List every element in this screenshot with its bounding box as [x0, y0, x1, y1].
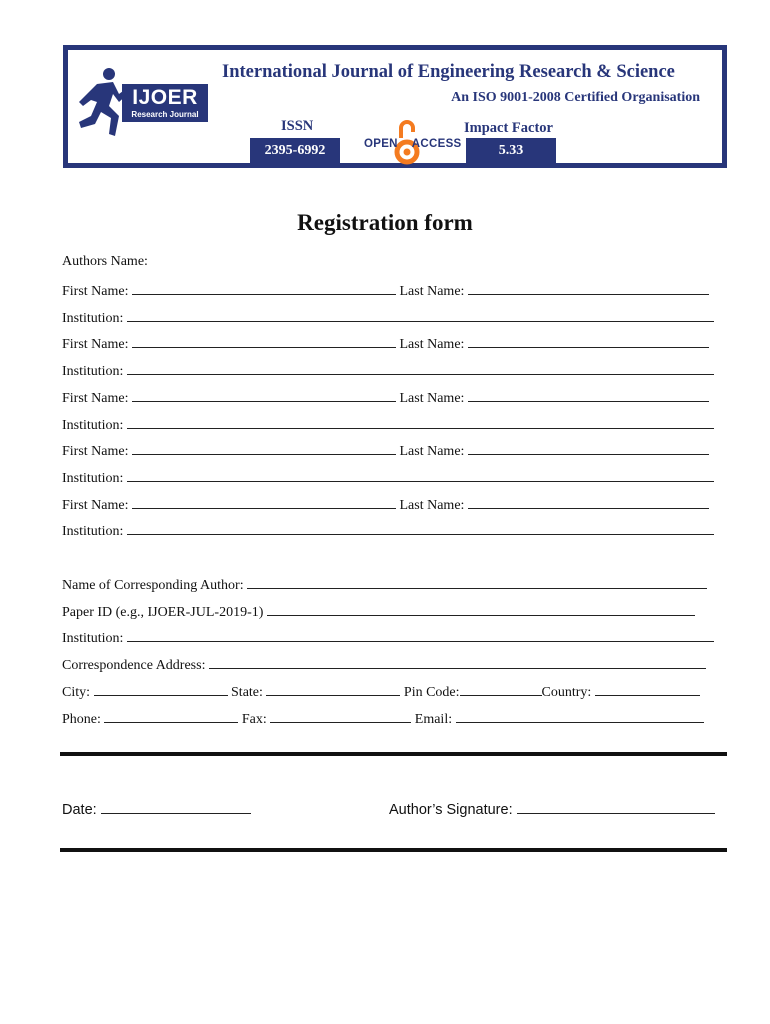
issn-value: 2395-6992	[250, 138, 340, 164]
journal-banner	[63, 45, 727, 168]
signature-label: Author’s Signature:	[389, 802, 513, 818]
author-2-name-row	[62, 334, 709, 353]
state-label: State:	[231, 685, 263, 700]
impact-factor-value: 5.33	[466, 138, 556, 164]
phone-fax-email-row	[62, 709, 704, 728]
paper-id-label: Paper ID (e.g., IJOER-JUL-2019-1)	[62, 605, 264, 620]
first-name-label: First Name:	[62, 284, 129, 299]
phone-field[interactable]	[104, 709, 238, 723]
correspondence-address-field[interactable]	[209, 655, 706, 669]
last-name-label: Last Name:	[399, 284, 465, 299]
paper-id-field[interactable]	[267, 602, 695, 616]
fax-label: Fax:	[241, 712, 267, 727]
corresponding-author-row	[62, 575, 707, 594]
impact-factor-label: Impact Factor	[464, 120, 553, 136]
last-name-label: Last Name:	[399, 337, 465, 352]
correspondence-address-label: Correspondence Address:	[62, 658, 206, 673]
signature-row	[389, 800, 715, 818]
author-3-last-name-field[interactable]	[468, 388, 709, 402]
email-field[interactable]	[456, 709, 704, 723]
author-1-last-name-field[interactable]	[468, 281, 709, 295]
author-4-institution-row	[62, 468, 714, 487]
city-state-row	[62, 682, 700, 701]
country-label: Country:	[541, 685, 592, 700]
author-1-name-row	[62, 281, 709, 300]
country-field[interactable]	[595, 682, 700, 696]
author-4-name-row	[62, 441, 709, 460]
authors-heading: Authors Name:	[62, 254, 148, 269]
institution-label: Institution:	[62, 364, 124, 379]
corresponding-institution-field[interactable]	[127, 628, 714, 642]
open-access-text	[364, 138, 462, 150]
author-1-first-name-field[interactable]	[132, 281, 396, 295]
first-name-label: First Name:	[62, 391, 129, 406]
institution-label: Institution:	[62, 524, 124, 539]
logo-main-text: IJOER	[132, 86, 198, 109]
date-label: Date:	[62, 802, 97, 818]
correspondence-address-row	[62, 655, 706, 674]
phone-label: Phone:	[62, 712, 101, 727]
author-4-institution-field[interactable]	[127, 468, 714, 482]
author-5-first-name-field[interactable]	[132, 495, 396, 509]
author-2-institution-field[interactable]	[127, 361, 714, 375]
date-field[interactable]	[101, 800, 251, 814]
author-2-last-name-field[interactable]	[468, 334, 709, 348]
author-3-name-row	[62, 388, 709, 407]
issn-label: ISSN	[281, 118, 314, 134]
institution-label: Institution:	[62, 471, 124, 486]
bottom-divider	[60, 848, 727, 852]
institution-label: Institution:	[62, 418, 124, 433]
open-access-left: OPEN	[364, 138, 398, 150]
first-name-label: First Name:	[62, 337, 129, 352]
author-3-institution-field[interactable]	[127, 415, 714, 429]
corresponding-author-field[interactable]	[247, 575, 707, 589]
date-row	[62, 800, 251, 818]
author-1-institution-row	[62, 308, 714, 327]
pin-code-field[interactable]	[460, 682, 542, 696]
institution-label: Institution:	[62, 311, 124, 326]
author-4-first-name-field[interactable]	[132, 441, 396, 455]
logo-sub-text: Research Journal	[131, 110, 199, 119]
iso-certification: An ISO 9001-2008 Certified Organisation	[451, 90, 700, 105]
ijoer-logo	[122, 84, 208, 122]
author-1-institution-field[interactable]	[127, 308, 714, 322]
author-5-name-row	[62, 495, 709, 514]
state-field[interactable]	[266, 682, 400, 696]
author-5-institution-field[interactable]	[127, 521, 714, 535]
author-2-first-name-field[interactable]	[132, 334, 396, 348]
open-access-logo	[364, 118, 460, 166]
last-name-label: Last Name:	[399, 444, 465, 459]
top-divider	[60, 752, 727, 756]
open-access-right: ACCESS	[411, 138, 462, 150]
author-5-last-name-field[interactable]	[468, 495, 709, 509]
fax-field[interactable]	[270, 709, 411, 723]
signature-field[interactable]	[517, 800, 715, 814]
paper-id-row	[62, 602, 695, 621]
first-name-label: First Name:	[62, 444, 129, 459]
last-name-label: Last Name:	[399, 498, 465, 513]
pin-code-label: Pin Code:	[403, 685, 460, 700]
email-label: Email:	[414, 712, 453, 727]
banner-inner	[68, 50, 722, 163]
form-title: Registration form	[297, 210, 473, 235]
institution-label: Institution:	[62, 631, 124, 646]
city-label: City:	[62, 685, 91, 700]
corresponding-institution-row	[62, 628, 714, 647]
author-4-last-name-field[interactable]	[468, 441, 709, 455]
corresponding-author-label: Name of Corresponding Author:	[62, 578, 244, 593]
first-name-label: First Name:	[62, 498, 129, 513]
city-field[interactable]	[94, 682, 228, 696]
author-3-first-name-field[interactable]	[132, 388, 396, 402]
journal-title: International Journal of Engineering Research & Science	[222, 62, 675, 82]
author-5-institution-row	[62, 521, 714, 540]
author-2-institution-row	[62, 361, 714, 380]
author-3-institution-row	[62, 415, 714, 434]
last-name-label: Last Name:	[399, 391, 465, 406]
